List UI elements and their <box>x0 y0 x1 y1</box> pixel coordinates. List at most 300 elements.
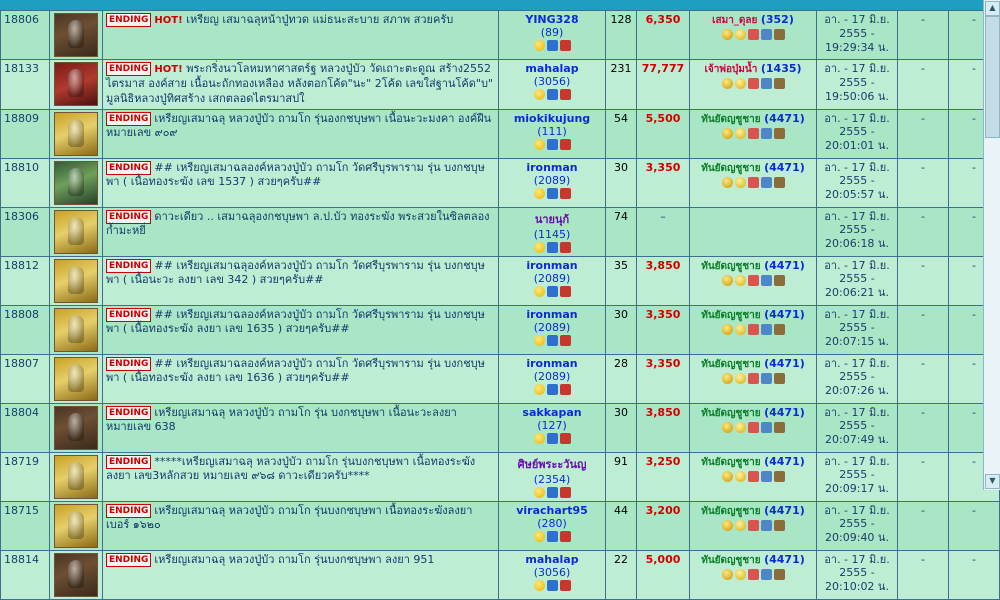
vertical-scrollbar[interactable] <box>983 0 1000 490</box>
row-id-cell[interactable]: 18814 <box>1 550 50 599</box>
bidder-count: (2089) <box>533 173 571 187</box>
pen-icon <box>774 324 785 335</box>
row-thumbnail-cell[interactable] <box>50 501 103 550</box>
amulet-thumbnail-image[interactable] <box>54 13 98 57</box>
ending-badge: ENDING <box>106 13 151 27</box>
bidder-name[interactable]: ironman <box>526 307 578 321</box>
amulet-thumbnail-image[interactable] <box>54 308 98 352</box>
row-date-cell: อา. - 17 มิ.ย. 2555 - 20:01:01 น. <box>817 109 898 158</box>
table-row[interactable] <box>1 550 1000 599</box>
ending-badge: ENDING <box>106 112 151 126</box>
row-seller-cell[interactable] <box>690 256 817 305</box>
seller-badges <box>693 78 813 90</box>
mail-icon <box>761 569 772 580</box>
row-seller-cell[interactable] <box>690 60 817 110</box>
smile-icon <box>534 242 545 253</box>
price-value: 3,350 <box>645 160 681 174</box>
hot-label: HOT! <box>154 15 183 26</box>
row-bidder-cell[interactable] <box>499 452 606 501</box>
seller-badges <box>693 520 813 532</box>
row-extra-cell-1: - <box>898 550 949 599</box>
seller-name[interactable]: ทันยัดญชูชาย <box>701 309 761 321</box>
row-id-cell[interactable]: 18715 <box>1 501 50 550</box>
listing-title-link[interactable]: ## เหรียญเสมาฉลองค์หลวงปู่บัว ถามโก วัดศรีบุรพาราม รุ่น บงกชบุษพา ( เนื้อทองระฆัง เลข 1537 ) สวยๆครับ## <box>106 160 485 189</box>
table-row[interactable] <box>1 60 1000 110</box>
row-date-cell: อา. - 17 มิ.ย. 2555 - 20:07:15 น. <box>817 305 898 354</box>
row-bidder-cell[interactable] <box>499 158 606 207</box>
bidder-name[interactable]: YING328 <box>525 13 579 26</box>
row-extra-cell-2: - <box>949 11 1000 60</box>
seller-count: (4471) <box>764 356 805 370</box>
seller-badges <box>693 324 813 336</box>
row-title-cell[interactable] <box>103 60 499 110</box>
listing-title-link[interactable]: ## เหรียญเสมาฉลองค์หลวงปู่บัว ถามโก วัดศรีบุรพาราม รุ่น บงกชบุษพา ( เนื้อทองระฆัง ลงยา เลข 1635 ) สวยๆครับ## <box>106 307 485 336</box>
seller-count: (4471) <box>764 454 805 468</box>
smile-icon <box>534 384 545 395</box>
amulet-thumbnail-image[interactable] <box>54 455 98 499</box>
amulet-thumbnail-image[interactable] <box>54 357 98 401</box>
mail-icon <box>761 373 772 384</box>
red-icon <box>560 242 571 253</box>
row-title-cell[interactable] <box>103 109 499 158</box>
home-icon <box>748 29 759 40</box>
red-icon <box>560 89 571 100</box>
row-price-cell <box>637 452 690 501</box>
medal-icon <box>722 520 733 531</box>
bidder-name[interactable]: sakkapan <box>522 405 582 419</box>
smile-icon <box>534 580 545 591</box>
star-icon <box>735 422 746 433</box>
red-icon <box>560 188 571 199</box>
bidder-badges <box>502 188 602 200</box>
smile-icon <box>534 139 545 150</box>
row-extra-cell-1: - <box>898 60 949 110</box>
row-views-cell: 28 <box>606 354 637 403</box>
seller-name[interactable]: ทันยัดญชูชาย <box>701 113 761 125</box>
row-id-cell[interactable]: 18808 <box>1 305 50 354</box>
row-bidder-cell[interactable] <box>499 109 606 158</box>
seller-count: (4471) <box>764 503 805 517</box>
table-row[interactable] <box>1 11 1000 60</box>
row-title-cell[interactable] <box>103 305 499 354</box>
bidder-count: (2354) <box>533 472 571 486</box>
listing-title-link[interactable]: เหรียญเสมาฉลุ หลวงปู่บัว ถามโก รุ่นบงกชบุษพา เนื้อทองระฆังลงยา เบอร์ ๑๖๒๐ <box>106 503 473 532</box>
row-thumbnail-cell[interactable] <box>50 60 103 110</box>
bidder-badges <box>502 384 602 396</box>
bidder-badges <box>502 531 602 543</box>
row-date-cell: อา. - 17 มิ.ย. 2555 - 20:09:17 น. <box>817 452 898 501</box>
table-row[interactable] <box>1 256 1000 305</box>
table-row[interactable] <box>1 501 1000 550</box>
auction-listing-table <box>0 10 1000 600</box>
seller-name[interactable]: ทันยัดญชูชาย <box>701 407 761 419</box>
home-icon <box>748 569 759 580</box>
row-thumbnail-cell[interactable] <box>50 158 103 207</box>
red-icon <box>560 335 571 346</box>
row-extra-cell-2: - <box>949 305 1000 354</box>
row-bidder-cell[interactable] <box>499 354 606 403</box>
star-icon <box>735 29 746 40</box>
seller-count: (4471) <box>764 405 805 419</box>
pen-icon <box>774 275 785 286</box>
seller-name[interactable]: เจ้าพ่อบุ๋มน้ำ <box>704 64 758 75</box>
seller-badges <box>693 422 813 434</box>
star-icon <box>735 520 746 531</box>
row-id-cell[interactable]: 18719 <box>1 452 50 501</box>
mail-icon <box>761 422 772 433</box>
seller-count: (4471) <box>764 552 805 566</box>
row-seller-cell[interactable] <box>690 550 817 599</box>
amulet-thumbnail-image[interactable] <box>54 62 98 106</box>
bidder-badges <box>502 89 602 101</box>
star-icon <box>735 128 746 139</box>
row-bidder-cell[interactable] <box>499 11 606 60</box>
listing-title-link[interactable]: พระกริ่งนวโลหมหาศาสตร์ฐ หลวงปู่บัว วัดเถาะตะดูณ สร้าง2552 ไตรมาส องค์สาย เนื้อนะถักทองเหลือง หลังตอกโค้ด"นะ" 2โค้ด เลขใส่ฐานโค้ด"บ" มูลนิธิหลวงปู่ทิศสร้าง เสกตลอดไตรมาสปใ <box>106 62 493 105</box>
row-price-cell <box>637 11 690 60</box>
listing-title-link[interactable]: เหรียญ เสมาฉลุหน้าปู่ทวด แม่ธนะสะบาย สภาพ สวยครับ <box>186 13 454 26</box>
ending-badge: ENDING <box>106 406 151 420</box>
bidder-count: (3056) <box>533 565 571 579</box>
row-extra-cell-2: - <box>949 158 1000 207</box>
bidder-badges <box>502 40 602 52</box>
medal-icon <box>722 128 733 139</box>
seller-name[interactable]: ทันยัดญชูชาย <box>701 358 761 370</box>
bidder-name[interactable]: ironman <box>526 160 578 174</box>
mail-icon <box>761 177 772 188</box>
table-row[interactable] <box>1 158 1000 207</box>
medal-icon <box>722 373 733 384</box>
amulet-thumbnail-image[interactable] <box>54 406 98 450</box>
row-thumbnail-cell[interactable] <box>50 109 103 158</box>
home-icon <box>748 324 759 335</box>
row-bidder-cell[interactable] <box>499 403 606 452</box>
row-date-cell: อา. - 17 มิ.ย. 2555 - 20:07:26 น. <box>817 354 898 403</box>
table-row[interactable] <box>1 452 1000 501</box>
row-title-cell[interactable] <box>103 158 499 207</box>
pen-icon <box>774 29 785 40</box>
seller-count: (352) <box>760 13 794 26</box>
listing-title-link[interactable]: *****เหรียญเสมาฉลุ หลวงปู่บัว ถามโก รุ่นบงกชบุษพา เนื้อทองระฆังลงยา เลข3หลักสวย หมายเลข ๙๖๘ ดาวะเดียวครับ**** <box>106 454 476 483</box>
ending-badge: ENDING <box>106 259 151 273</box>
medal-icon <box>722 324 733 335</box>
seller-count: (4471) <box>764 258 805 272</box>
seller-name[interactable]: ทันยัดญชูชาย <box>701 456 761 468</box>
star-icon <box>735 275 746 286</box>
bidder-badges <box>502 580 602 592</box>
mail-icon <box>761 471 772 482</box>
listing-title-link[interactable]: ดาวะเดียว .. เสมาฉลุองกชบุษพา ล.ป.บัว ทองระฆัง พระสวยในซิลตลองก้ำมะหยี่ <box>106 209 490 238</box>
row-seller-cell[interactable] <box>690 403 817 452</box>
price-value: 3,200 <box>645 503 681 517</box>
mail-icon <box>761 29 772 40</box>
row-title-cell[interactable] <box>103 403 499 452</box>
table-row[interactable] <box>1 403 1000 452</box>
row-bidder-cell[interactable] <box>499 256 606 305</box>
row-extra-cell-2: - <box>949 452 1000 501</box>
pen-icon <box>774 78 785 89</box>
row-seller-cell[interactable] <box>690 305 817 354</box>
row-seller-cell[interactable] <box>690 11 817 60</box>
row-id-cell[interactable]: 18133 <box>1 60 50 110</box>
row-id-cell[interactable]: 18804 <box>1 403 50 452</box>
row-extra-cell-1: - <box>898 158 949 207</box>
row-extra-cell-1: - <box>898 452 949 501</box>
bidder-badges <box>502 139 602 151</box>
star-icon <box>735 373 746 384</box>
row-thumbnail-cell[interactable] <box>50 305 103 354</box>
red-icon <box>560 580 571 591</box>
price-value: 5,000 <box>645 552 681 566</box>
bidder-name[interactable]: นายนุก้ <box>534 212 570 226</box>
row-title-cell[interactable] <box>103 256 499 305</box>
row-extra-cell-1: - <box>898 256 949 305</box>
row-id-cell[interactable]: 18810 <box>1 158 50 207</box>
row-extra-cell-2: - <box>949 109 1000 158</box>
table-row[interactable] <box>1 109 1000 158</box>
row-views-cell: 54 <box>606 109 637 158</box>
row-seller-cell[interactable] <box>690 354 817 403</box>
price-value: 6,350 <box>645 13 681 26</box>
listing-title-link[interactable]: เหรียญเสมาฉลุ หลวงปู่บัว ถามโก รุ่น บงกชบุษพา เนื้อนะวะลงยา หมายเลข 638 <box>106 405 457 434</box>
pen-icon <box>774 569 785 580</box>
medal-icon <box>722 29 733 40</box>
mail-icon <box>761 520 772 531</box>
medal-icon <box>722 275 733 286</box>
row-price-cell <box>637 550 690 599</box>
pen-icon <box>774 520 785 531</box>
row-price-cell <box>637 60 690 110</box>
bidder-name[interactable]: virachart95 <box>516 503 588 517</box>
row-views-cell: 74 <box>606 207 637 256</box>
bidder-count: (127) <box>537 418 567 432</box>
seller-count: (4471) <box>764 160 805 174</box>
bidder-badges <box>502 487 602 499</box>
row-extra-cell-1: - <box>898 109 949 158</box>
row-thumbnail-cell[interactable] <box>50 550 103 599</box>
row-title-cell[interactable] <box>103 501 499 550</box>
row-date-cell: อา. - 17 มิ.ย. 2555 - 20:06:18 น. <box>817 207 898 256</box>
bidder-count: (89) <box>540 26 564 39</box>
seller-name[interactable]: ทันยัดญชูชาย <box>701 505 761 517</box>
row-seller-cell[interactable] <box>690 109 817 158</box>
home-icon <box>748 275 759 286</box>
row-id-cell[interactable]: 18807 <box>1 354 50 403</box>
row-thumbnail-cell[interactable] <box>50 256 103 305</box>
ending-badge: ENDING <box>106 62 151 76</box>
row-title-cell[interactable] <box>103 452 499 501</box>
row-extra-cell-2: - <box>949 501 1000 550</box>
row-views-cell: 30 <box>606 305 637 354</box>
row-bidder-cell[interactable] <box>499 305 606 354</box>
listing-title-link[interactable]: เหรียญเสมาฉลุ หลวงปู่บัว ถามโก รุ่นองกชบุษพา เนื้อนะวะมงคา องค์ฝืน หมายเลข ๙๐๙ <box>106 111 492 140</box>
blue-icon <box>547 335 558 346</box>
seller-name[interactable]: ทันยัดญชูชาย <box>701 162 761 174</box>
row-bidder-cell[interactable] <box>499 550 606 599</box>
listing-title-link[interactable]: ## เหรียญเสมาฉลองค์หลวงปู่บัว ถามโก วัดศรีบุรพาราม รุ่น บงกชบุษพา ( เนื้อทองระฆัง ลงยา เลข 1636 ) สวยๆครับ## <box>106 356 485 385</box>
amulet-thumbnail-image[interactable] <box>54 259 98 303</box>
row-title-cell[interactable] <box>103 550 499 599</box>
seller-count: (1435) <box>760 62 802 75</box>
row-views-cell: 22 <box>606 550 637 599</box>
price-value: 3,850 <box>645 258 681 272</box>
row-price-cell <box>637 305 690 354</box>
row-views-cell: 30 <box>606 403 637 452</box>
row-id-cell[interactable]: 18812 <box>1 256 50 305</box>
price-value: 3,250 <box>645 454 681 468</box>
row-views-cell: 128 <box>606 11 637 60</box>
red-icon <box>560 139 571 150</box>
row-extra-cell-1: - <box>898 403 949 452</box>
listing-title-link[interactable]: ## เหรียญเสมาฉลุองค์หลวงปู่บัว ถามโก วัดศรีบุรพาราม รุ่น บงกชบุษพา ( เนื้อนะวะ ลงยา เลข 342 ) สวยๆครับ## <box>106 258 485 287</box>
ending-badge: ENDING <box>106 308 151 322</box>
pen-icon <box>774 373 785 384</box>
bidder-name[interactable]: ironman <box>526 356 578 370</box>
listing-title-link[interactable]: เหรียญเสมาฉลุ หลวงปู่บัว ถามโก รุ่นบงกชบุษพา ลงยา 951 <box>154 552 435 566</box>
ending-badge: ENDING <box>106 504 151 518</box>
red-icon <box>560 40 571 51</box>
smile-icon <box>534 433 545 444</box>
bidder-name[interactable]: mahalap <box>525 552 579 566</box>
mail-icon <box>761 128 772 139</box>
ending-badge: ENDING <box>106 357 151 371</box>
bidder-count: (3056) <box>533 75 571 88</box>
row-views-cell: 30 <box>606 158 637 207</box>
row-thumbnail-cell[interactable] <box>50 354 103 403</box>
row-price-cell <box>637 501 690 550</box>
row-thumbnail-cell[interactable] <box>50 207 103 256</box>
seller-badges <box>693 471 813 483</box>
price-value: 3,850 <box>645 405 681 419</box>
row-extra-cell-1: - <box>898 305 949 354</box>
row-title-cell[interactable] <box>103 11 499 60</box>
row-extra-cell-1: - <box>898 207 949 256</box>
table-row[interactable] <box>1 354 1000 403</box>
row-price-cell <box>637 403 690 452</box>
row-id-cell[interactable]: 18806 <box>1 11 50 60</box>
blue-icon <box>547 580 558 591</box>
seller-badges <box>693 128 813 140</box>
smile-icon <box>534 286 545 297</box>
row-seller-cell[interactable] <box>690 207 817 256</box>
smile-icon <box>534 335 545 346</box>
row-price-cell <box>637 158 690 207</box>
row-extra-cell-2: - <box>949 256 1000 305</box>
bidder-badges <box>502 335 602 347</box>
ending-badge: ENDING <box>106 553 151 567</box>
scrollbar-thumb[interactable] <box>985 16 1000 138</box>
row-title-cell[interactable] <box>103 354 499 403</box>
mail-icon <box>761 275 772 286</box>
bidder-name[interactable]: miokikujung <box>513 111 591 125</box>
table-row[interactable] <box>1 207 1000 256</box>
bidder-count: (1145) <box>533 227 571 241</box>
table-row[interactable] <box>1 305 1000 354</box>
row-extra-cell-1: - <box>898 354 949 403</box>
row-seller-cell[interactable] <box>690 452 817 501</box>
row-bidder-cell[interactable] <box>499 207 606 256</box>
row-extra-cell-2: - <box>949 354 1000 403</box>
seller-count: (4471) <box>764 307 805 321</box>
row-price-cell <box>637 354 690 403</box>
row-seller-cell[interactable] <box>690 501 817 550</box>
blue-icon <box>547 286 558 297</box>
row-id-cell[interactable]: 18306 <box>1 207 50 256</box>
scroll-down-arrow-icon[interactable]: ▼ <box>985 474 1000 489</box>
bidder-badges <box>502 433 602 445</box>
row-bidder-cell[interactable] <box>499 501 606 550</box>
smile-icon <box>534 487 545 498</box>
price-value: – <box>660 209 666 223</box>
row-extra-cell-2: - <box>949 60 1000 110</box>
home-icon <box>748 471 759 482</box>
row-extra-cell-1: - <box>898 11 949 60</box>
price-value: 3,350 <box>645 356 681 370</box>
row-id-cell[interactable]: 18809 <box>1 109 50 158</box>
seller-name[interactable]: ทันยัดญชูชาย <box>701 554 761 566</box>
row-thumbnail-cell[interactable] <box>50 403 103 452</box>
ending-badge: ENDING <box>106 455 151 469</box>
row-price-cell <box>637 256 690 305</box>
row-title-cell[interactable] <box>103 207 499 256</box>
medal-icon <box>722 569 733 580</box>
row-thumbnail-cell[interactable] <box>50 11 103 60</box>
row-date-cell: อา. - 17 มิ.ย. 2555 - 20:09:40 น. <box>817 501 898 550</box>
mail-icon <box>761 78 772 89</box>
bidder-count: (2089) <box>533 369 571 383</box>
row-thumbnail-cell[interactable] <box>50 452 103 501</box>
red-icon <box>560 286 571 297</box>
scroll-up-arrow-icon[interactable]: ▲ <box>985 1 1000 16</box>
home-icon <box>748 520 759 531</box>
row-extra-cell-2: - <box>949 207 1000 256</box>
bidder-name[interactable]: ironman <box>526 258 578 272</box>
bidder-badges <box>502 242 602 254</box>
bidder-name[interactable]: mahalap <box>525 62 579 75</box>
home-icon <box>748 422 759 433</box>
row-views-cell: 231 <box>606 60 637 110</box>
medal-icon <box>722 78 733 89</box>
row-bidder-cell[interactable] <box>499 60 606 110</box>
bidder-count: (2089) <box>533 320 571 334</box>
mail-icon <box>761 324 772 335</box>
medal-icon <box>722 422 733 433</box>
amulet-thumbnail-image[interactable] <box>54 112 98 156</box>
seller-name[interactable]: เสมา_ดุลย <box>712 15 758 26</box>
amulet-thumbnail-image[interactable] <box>54 553 98 597</box>
amulet-thumbnail-image[interactable] <box>54 504 98 548</box>
bidder-name[interactable]: ศิษย์พระะวันญ <box>517 457 587 471</box>
hot-label: HOT! <box>154 64 183 75</box>
ending-badge: ENDING <box>106 161 151 175</box>
star-icon <box>735 471 746 482</box>
row-date-cell: อา. - 17 มิ.ย. 2555 - 20:06:21 น. <box>817 256 898 305</box>
row-seller-cell[interactable] <box>690 158 817 207</box>
amulet-thumbnail-image[interactable] <box>54 161 98 205</box>
row-date-cell: อา. - 17 มิ.ย. 2555 - 20:05:57 น. <box>817 158 898 207</box>
home-icon <box>748 177 759 188</box>
price-value: 5,500 <box>645 111 681 125</box>
seller-badges <box>693 275 813 287</box>
row-extra-cell-1: - <box>898 501 949 550</box>
ending-badge: ENDING <box>106 210 151 224</box>
bidder-badges <box>502 286 602 298</box>
row-price-cell <box>637 207 690 256</box>
amulet-thumbnail-image[interactable] <box>54 210 98 254</box>
pen-icon <box>774 177 785 188</box>
row-price-cell <box>637 109 690 158</box>
seller-name[interactable]: ทันยัดญชูชาย <box>701 260 761 272</box>
star-icon <box>735 324 746 335</box>
